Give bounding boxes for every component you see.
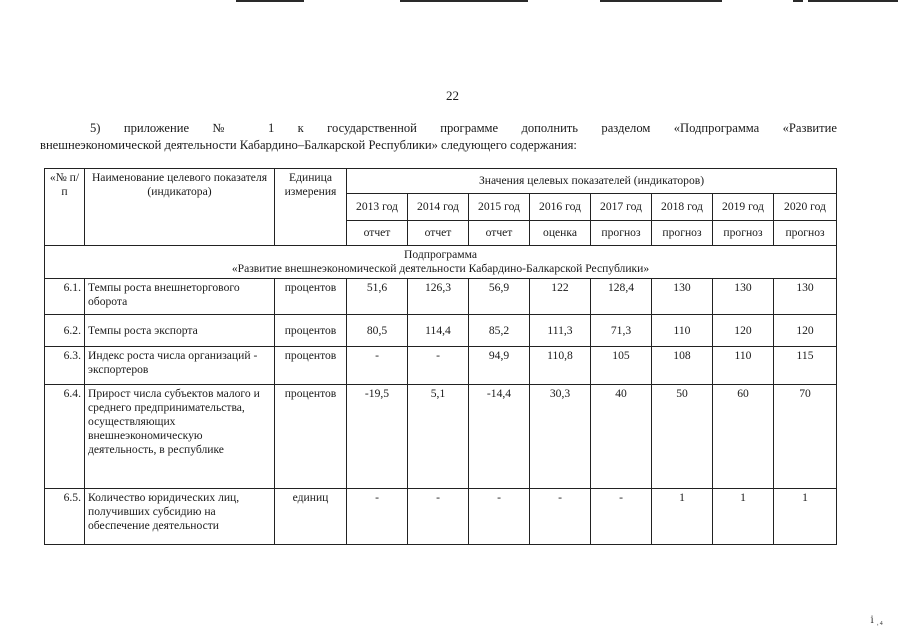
row-number: 6.2. [45,315,85,347]
row-value: 130 [652,279,713,315]
scan-artifact-line [600,0,722,2]
row-value: 40 [591,385,652,489]
row-value: 1 [713,489,774,545]
row-value: - [347,489,408,545]
scan-artifact-line [400,0,528,2]
header-status: прогноз [591,221,652,246]
row-value: - [469,489,530,545]
row-value: 110 [652,315,713,347]
row-value: 1 [774,489,837,545]
header-num: «№ п/п [45,169,85,246]
intro-paragraph [40,120,837,154]
row-value: 128,4 [591,279,652,315]
row-indicator-name: Количество юридических лиц, получивших субсидию на обеспечение деятельности [85,489,275,545]
row-number: 6.3. [45,347,85,385]
row-number: 6.5. [45,489,85,545]
header-year: 2013 год [347,194,408,221]
header-year: 2019 год [713,194,774,221]
header-status: отчет [408,221,469,246]
header-year: 2017 год [591,194,652,221]
header-status: прогноз [774,221,837,246]
table-row [45,279,837,315]
header-status: отчет [347,221,408,246]
row-unit: процентов [275,315,347,347]
row-unit: процентов [275,385,347,489]
header-status: прогноз [713,221,774,246]
row-value: - [347,347,408,385]
header-status: оценка [530,221,591,246]
row-value: 5,1 [408,385,469,489]
row-value: -14,4 [469,385,530,489]
row-indicator-name: Темпы роста внешнеторгового оборота [85,279,275,315]
row-value: 80,5 [347,315,408,347]
row-value: 71,3 [591,315,652,347]
row-value: - [530,489,591,545]
row-value: 50 [652,385,713,489]
row-value: - [408,347,469,385]
row-value: 120 [774,315,837,347]
section-heading-line-1: Подпрограмма [404,248,477,261]
row-indicator-name: Темпы роста экспорта [85,315,275,347]
header-name: Наименование целевого показателя (индикатора) [85,169,275,246]
row-value: 114,4 [408,315,469,347]
row-value: 94,9 [469,347,530,385]
header-year: 2015 год [469,194,530,221]
intro-line-2: внешнеэкономической деятельности Кабардино–Балкарской Республики» следующего содержания: [40,138,577,152]
row-value: 111,3 [530,315,591,347]
row-value: 70 [774,385,837,489]
row-value: - [591,489,652,545]
header-year: 2014 год [408,194,469,221]
row-unit: процентов [275,347,347,385]
header-status: прогноз [652,221,713,246]
row-value: 115 [774,347,837,385]
row-value: 56,9 [469,279,530,315]
row-value: 122 [530,279,591,315]
row-value: 120 [713,315,774,347]
row-value: 60 [713,385,774,489]
row-value: 108 [652,347,713,385]
header-year: 2020 год [774,194,837,221]
page-number: 22 [446,88,459,103]
header-row-1 [45,169,837,194]
table-row [45,347,837,385]
row-value: -19,5 [347,385,408,489]
section-heading-line-2: «Развитие внешнеэкономической деятельности Кабардино-Балкарской Республики» [231,262,650,275]
header-unit: Единица измерения [275,169,347,246]
intro-line-1: 5) приложение № 1 к государственной программе дополнить разделом «Подпрограмма «Развитие [90,121,837,135]
row-value: 126,3 [408,279,469,315]
row-value: 30,3 [530,385,591,489]
table-row [45,315,837,347]
scan-artifact-line [808,0,898,2]
row-value: - [408,489,469,545]
table-row [45,489,837,545]
corner-mark: ⅰ ˌ₄ [870,615,883,626]
row-number: 6.4. [45,385,85,489]
indicators-table [44,168,837,545]
header-values-group: Значения целевых показателей (индикаторов) [347,169,837,194]
row-value: 1 [652,489,713,545]
row-indicator-name: Прирост числа субъектов малого и среднего предпринимательства, осуществляющих внешнеэкономическую деятельность, в республике [85,385,275,489]
row-value: 85,2 [469,315,530,347]
section-heading-row [45,246,837,279]
scan-artifact-line [793,0,803,2]
row-value: 110,8 [530,347,591,385]
row-value: 130 [713,279,774,315]
scan-artifact-line [236,0,304,2]
row-unit: единиц [275,489,347,545]
header-year: 2018 год [652,194,713,221]
header-year: 2016 год [530,194,591,221]
table-row [45,385,837,489]
row-value: 51,6 [347,279,408,315]
section-heading [45,246,837,279]
header-status: отчет [469,221,530,246]
row-unit: процентов [275,279,347,315]
row-indicator-name: Индекс роста числа организаций - экспортеров [85,347,275,385]
row-value: 110 [713,347,774,385]
row-value: 130 [774,279,837,315]
row-number: 6.1. [45,279,85,315]
row-value: 105 [591,347,652,385]
